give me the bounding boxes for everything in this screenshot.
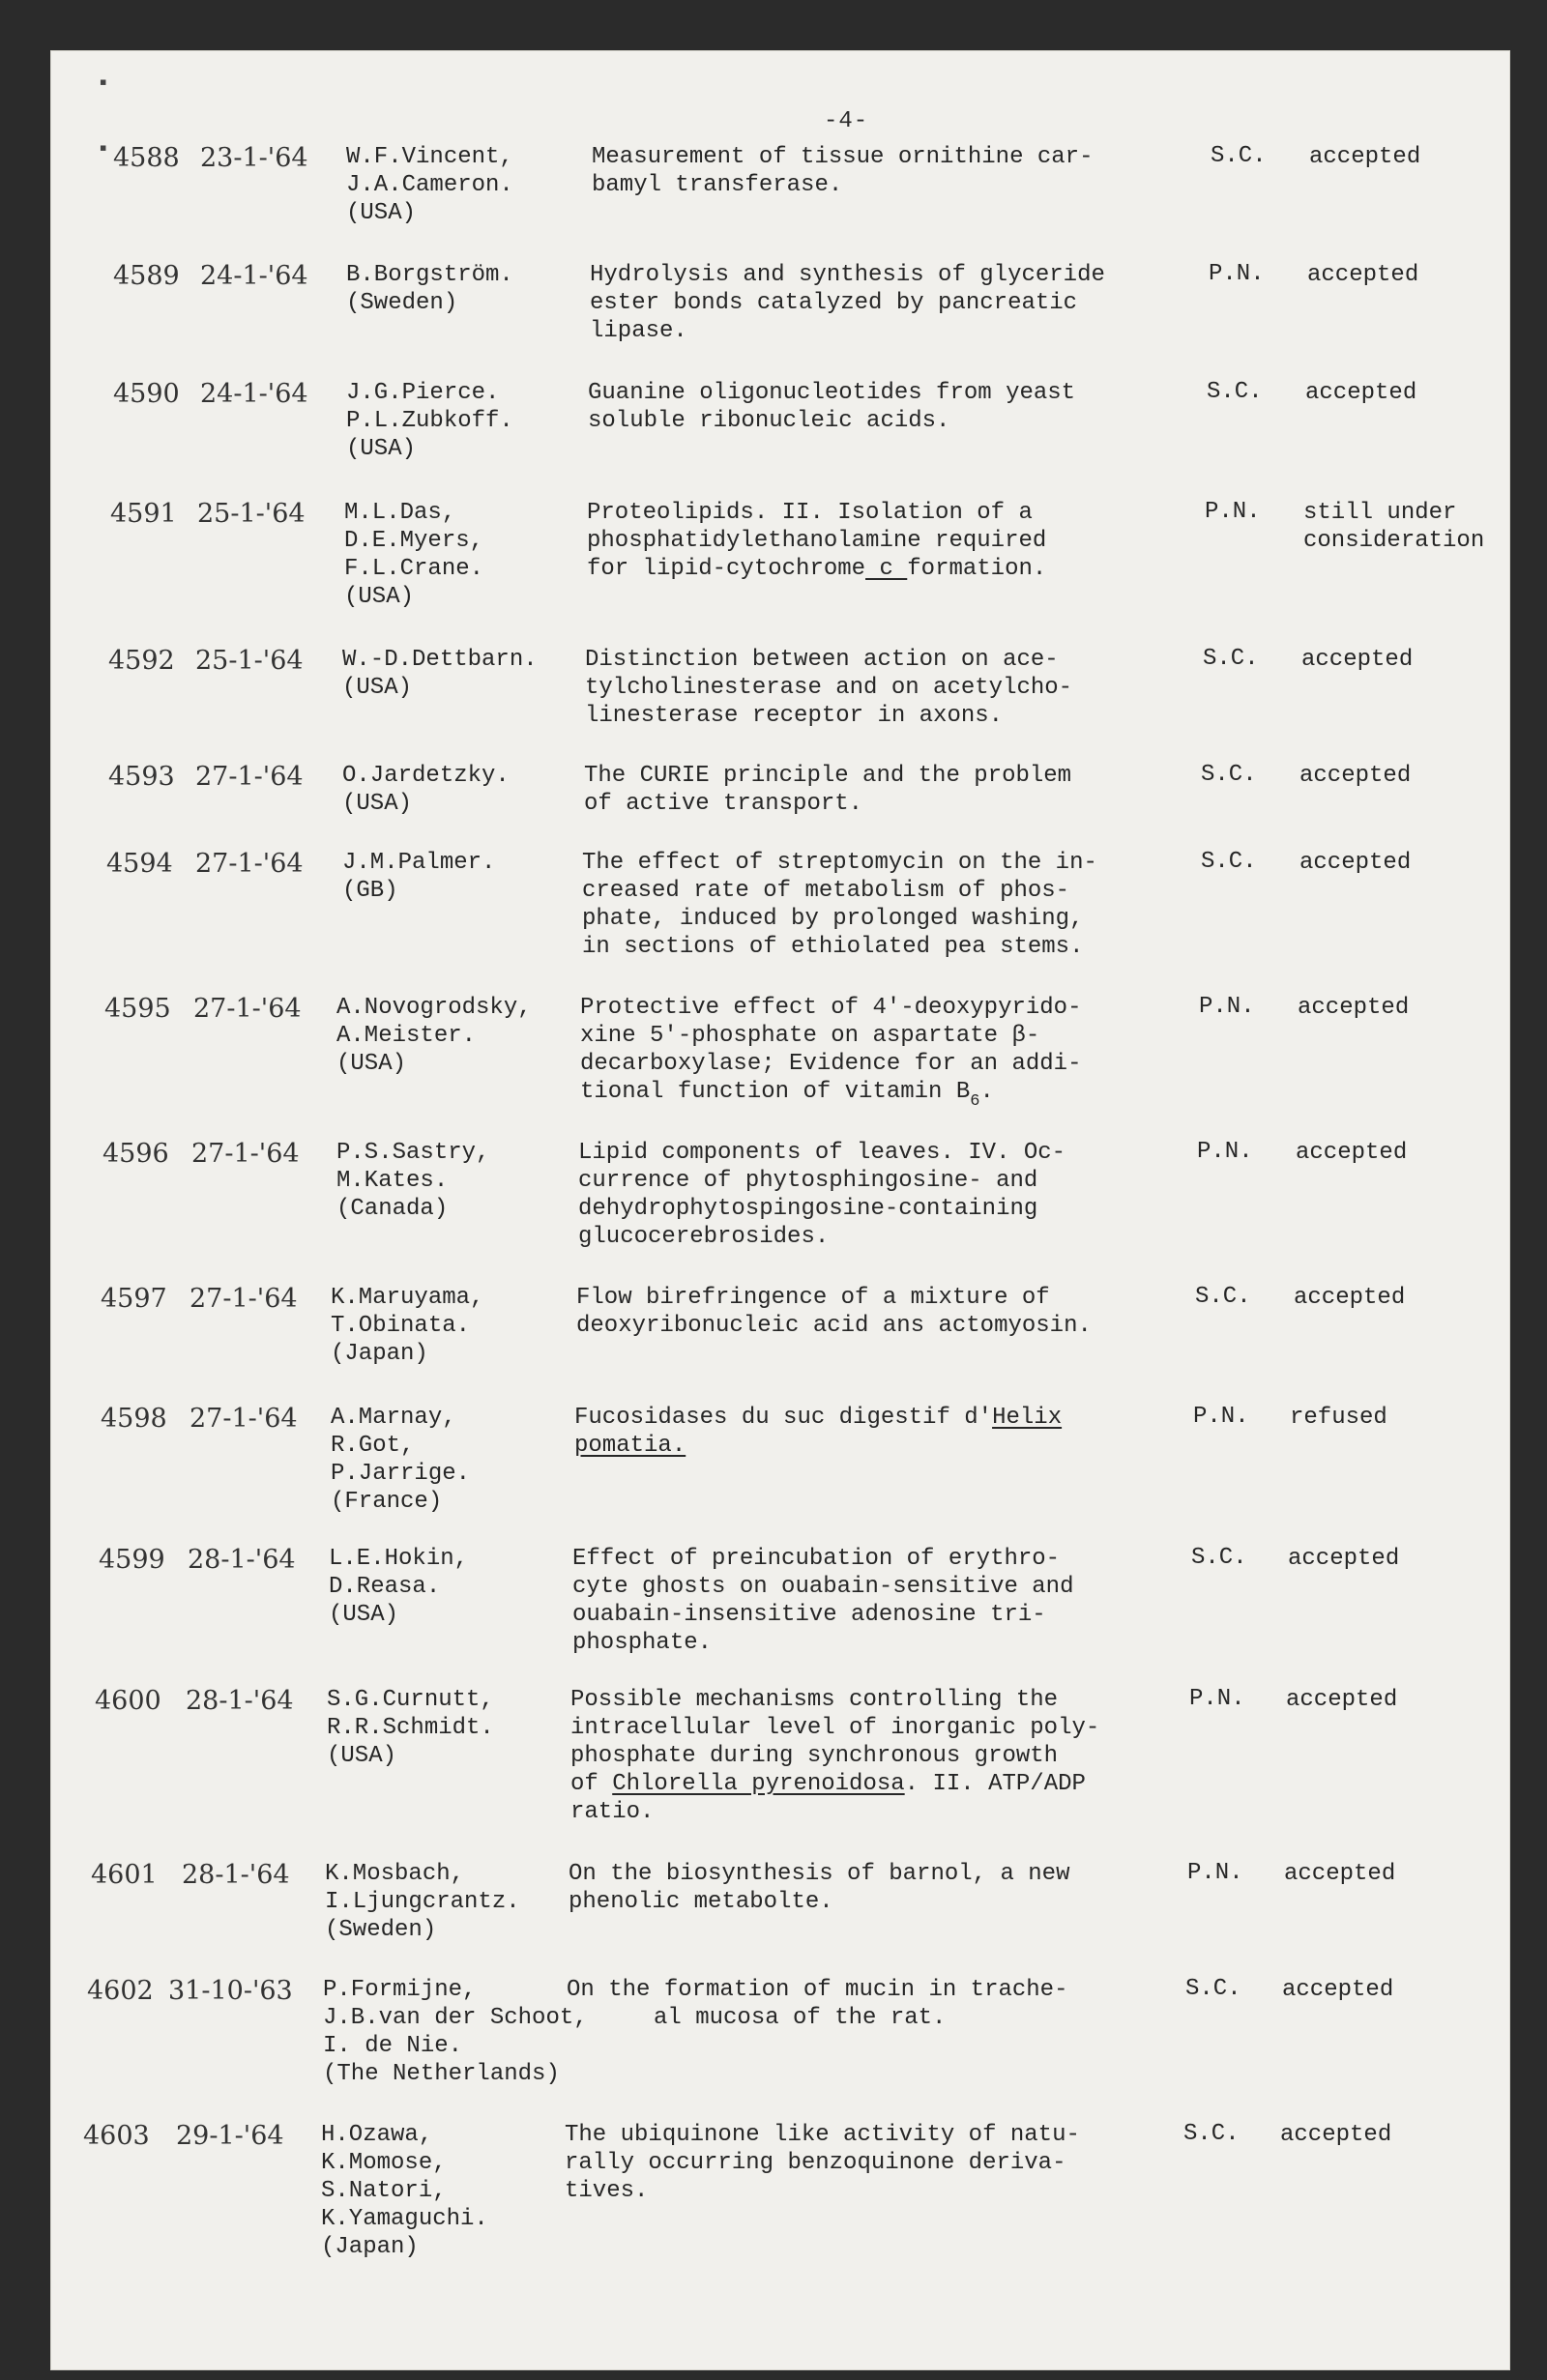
entry-date: 27-1-'64 <box>195 762 304 792</box>
entry-authors: W.-D.Dettbarn. (USA) <box>342 647 538 701</box>
entry-journal: S.C. <box>1201 849 1257 875</box>
entry-journal: P.N. <box>1209 261 1265 287</box>
entry-number: 4588 <box>113 143 180 173</box>
entry-title: Guanine oligonucleotides from yeast soluble ribonucleic acids. <box>588 380 1076 434</box>
entry-authors: P.Formijne, J.B.van der Schoot, I. de Nie. (The Netherlands) <box>323 1977 588 2087</box>
entry-title: Hydrolysis and synthesis of glyceride ester bonds catalyzed by pancreatic lipase. <box>590 262 1105 344</box>
entry-journal: P.N. <box>1197 1139 1253 1165</box>
entry-number: 4595 <box>104 994 171 1024</box>
entry-status: accepted <box>1309 144 1421 170</box>
entry-authors: K.Maruyama, T.Obinata. (Japan) <box>331 1285 484 1367</box>
entry-journal: S.C. <box>1191 1545 1247 1571</box>
entry-authors: P.S.Sastry, M.Kates. (Canada) <box>336 1140 490 1222</box>
entry-journal: S.C. <box>1183 2121 1240 2147</box>
entry-status: accepted <box>1284 1861 1396 1887</box>
entry-status: accepted <box>1280 2122 1392 2148</box>
entry-number: 4599 <box>99 1545 165 1575</box>
entry-date: 24-1-'64 <box>200 261 308 291</box>
entry-status: accepted <box>1288 1546 1400 1572</box>
entry-date: 25-1-'64 <box>195 646 304 676</box>
entry-status: accepted <box>1294 1285 1406 1311</box>
entry-journal: S.C. <box>1203 646 1259 672</box>
entry-authors: H.Ozawa, K.Momose, S.Natori, K.Yamaguchi. (Japan) <box>321 2122 488 2260</box>
entry-authors: J.G.Pierce. P.L.Zubkoff. (USA) <box>346 380 513 462</box>
entry-title: Proteolipids. II. Isolation of a phosphatidylethanolamine required for lipid-cytochrome c formation. <box>587 500 1047 582</box>
title-line-italic-name: Fucosidases du suc digestif d'Helix <box>574 1405 1063 1431</box>
entry-authors: K.Mosbach, I.Ljungcrantz. (Sweden) <box>325 1861 520 1943</box>
entry-title: On the biosynthesis of barnol, a new phenolic metabolte. <box>569 1861 1070 1915</box>
entry-status: refused <box>1290 1405 1387 1431</box>
entry-title: Flow birefringence of a mixture of deoxyribonucleic acid ans actomyosin. <box>576 1285 1092 1339</box>
entry-journal: S.C. <box>1185 1976 1241 2002</box>
entry-title: Fucosidases du suc digestif d'Helix pomatia. <box>574 1404 1193 1460</box>
entry-journal: P.N. <box>1187 1860 1243 1886</box>
entry-authors: M.L.Das, D.E.Myers, F.L.Crane. (USA) <box>344 500 484 610</box>
entry-authors: A.Marnay, R.Got, P.Jarrige. (France) <box>331 1405 471 1515</box>
entry-journal: S.C. <box>1195 1284 1251 1310</box>
entry-status: accepted <box>1282 1977 1394 2003</box>
entry-authors: L.E.Hokin, D.Reasa. (USA) <box>329 1546 469 1628</box>
entry-authors: B.Borgström. (Sweden) <box>346 262 513 316</box>
entry-authors: J.M.Palmer. (GB) <box>342 850 496 904</box>
entry-date: 31-10-'63 <box>168 1976 293 2006</box>
margin-mark: ▪ <box>97 72 110 96</box>
entry-number: 4600 <box>95 1686 161 1716</box>
entry-status: accepted <box>1286 1687 1398 1713</box>
entry-title: Effect of preincubation of erythro- cyte ghosts on ouabain-sensitive and ouabain-insensitive adenosine tri- phosphate. <box>572 1546 1074 1656</box>
entry-number: 4602 <box>87 1976 154 2006</box>
entry-status: accepted <box>1305 380 1417 406</box>
entry-journal: S.C. <box>1211 143 1267 169</box>
entry-number: 4590 <box>113 379 180 409</box>
entry-date: 29-1-'64 <box>176 2121 284 2151</box>
entry-date: 27-1-'64 <box>193 994 302 1024</box>
entry-number: 4592 <box>108 646 175 676</box>
entry-date: 27-1-'64 <box>190 1284 298 1314</box>
entry-status: accepted <box>1299 763 1412 789</box>
entry-authors: A.Novogrodsky, A.Meister. (USA) <box>336 995 532 1077</box>
entry-journal: P.N. <box>1189 1686 1245 1712</box>
entry-number: 4601 <box>91 1860 158 1890</box>
entry-status: accepted <box>1296 1140 1408 1166</box>
entry-date: 28-1-'64 <box>182 1860 290 1890</box>
entry-date: 27-1-'64 <box>195 849 304 879</box>
entry-title: Measurement of tissue ornithine car- bamyl transferase. <box>592 144 1094 198</box>
entry-authors: O.Jardetzky. (USA) <box>342 763 510 817</box>
entry-number: 4591 <box>110 499 177 529</box>
entry-title: Protective effect of 4'-deoxypyrido- xine 5'-phosphate on aspartate β- decarboxylase; Evidence for an addi- tional function of vitamin $B_6$. <box>580 995 1082 1111</box>
entry-number: 4598 <box>101 1404 167 1434</box>
entry-title: Lipid components of leaves. IV. Oc- currence of phytosphingosine- and dehydrophytospingosine-containing glucocerebrosides. <box>578 1140 1066 1250</box>
entry-authors: S.G.Curnutt, R.R.Schmidt. (USA) <box>327 1687 494 1769</box>
entry-number: 4603 <box>83 2121 150 2151</box>
entry-journal: S.C. <box>1207 379 1263 405</box>
entry-title: Possible mechanisms controlling the intracellular level of inorganic poly- phosphate during synchronous growth of Chlorella pyrenoidosa. II. ATP/ADP ratio. <box>570 1687 1100 1825</box>
entry-title: The CURIE principle and the problem of active transport. <box>584 763 1072 817</box>
entry-number: 4597 <box>101 1284 167 1314</box>
entry-date: 24-1-'64 <box>200 379 308 409</box>
entry-status: accepted <box>1301 647 1414 673</box>
entry-date: 23-1-'64 <box>200 143 308 173</box>
entry-number: 4596 <box>102 1139 169 1169</box>
document-page <box>50 50 1510 2370</box>
entry-number: 4594 <box>106 849 173 879</box>
entry-date: 25-1-'64 <box>197 499 306 529</box>
entry-title: The ubiquinone like activity of natu- rally occurring benzoquinone deriva- tives. <box>565 2122 1080 2204</box>
entry-date: 27-1-'64 <box>190 1404 298 1434</box>
entry-status: still under consideration <box>1303 500 1485 554</box>
entry-journal: P.N. <box>1193 1404 1249 1430</box>
entry-title: On the formation of mucin in trache- al mucosa of the rat. <box>567 1977 1068 2031</box>
entry-title: The effect of streptomycin on the in- creased rate of metabolism of phos- phate, induced by prolonged washing, in sections of ethiolated pea stems. <box>582 850 1097 960</box>
entry-status: accepted <box>1299 850 1412 876</box>
entry-status: accepted <box>1298 995 1410 1021</box>
entry-date: 27-1-'64 <box>191 1139 300 1169</box>
margin-mark: ▪ <box>97 137 110 161</box>
entry-title: Distinction between action on ace- tylcholinesterase and on acetylcho- linesterase receptor in axons. <box>585 647 1073 729</box>
entry-authors: W.F.Vincent, J.A.Cameron. (USA) <box>346 144 513 226</box>
entry-status: accepted <box>1307 262 1419 288</box>
entry-date: 28-1-'64 <box>188 1545 296 1575</box>
entry-number: 4593 <box>108 762 175 792</box>
page-number: -4- <box>824 108 869 134</box>
entry-journal: P.N. <box>1199 994 1255 1020</box>
entry-number: 4589 <box>113 261 180 291</box>
entry-date: 28-1-'64 <box>186 1686 294 1716</box>
entry-journal: P.N. <box>1205 499 1261 525</box>
entry-journal: S.C. <box>1201 762 1257 788</box>
